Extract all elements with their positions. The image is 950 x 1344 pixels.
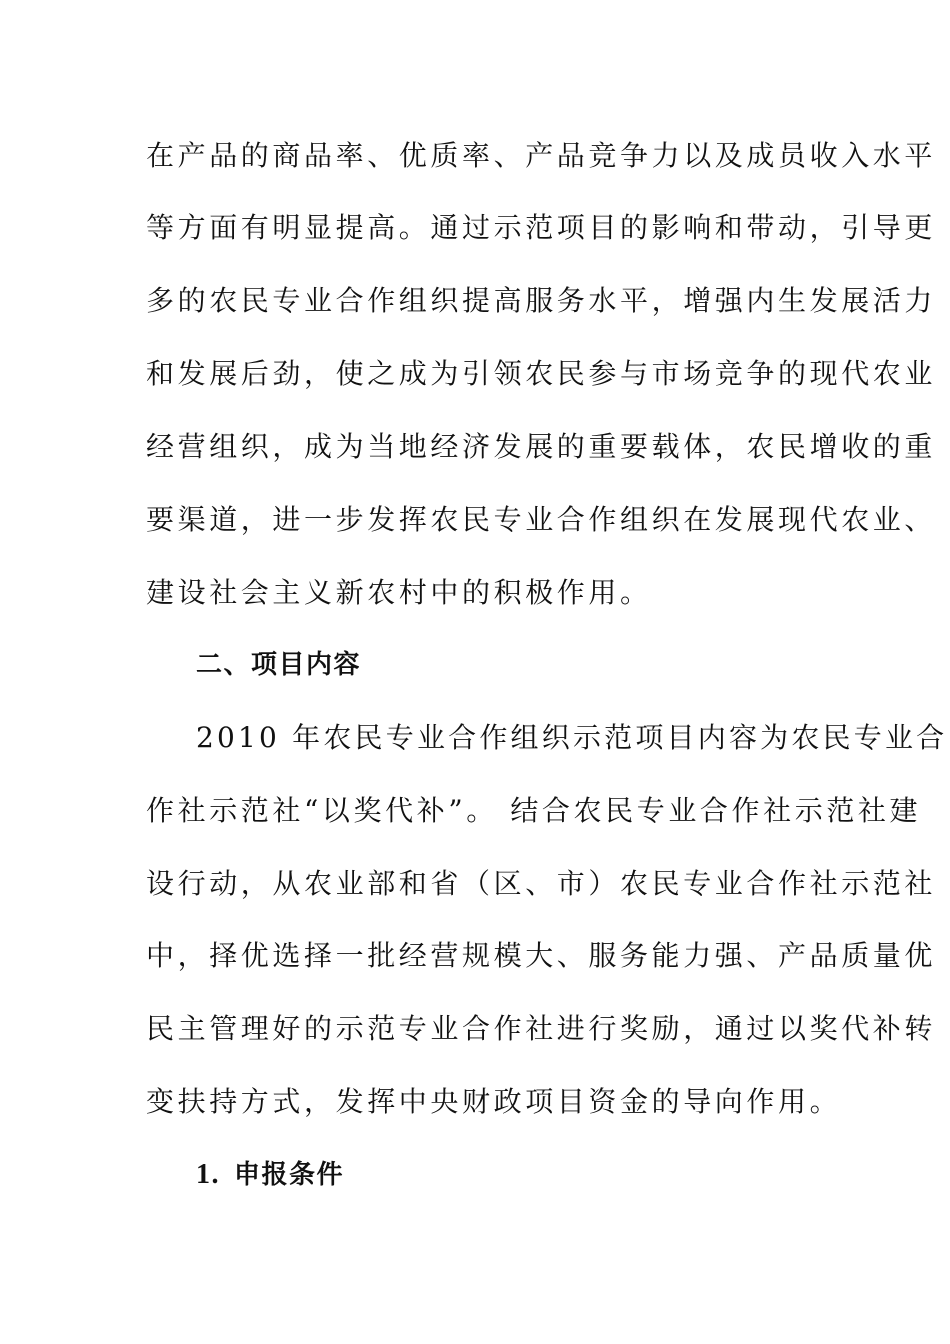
paragraph-line: 多的农民专业合作组织提高服务水平，增强内生发展活力	[146, 284, 937, 317]
paragraph-line: 变扶持方式，发挥中央财政项目资金的导向作用。	[146, 1085, 842, 1118]
section-heading: 二、项目内容	[196, 650, 362, 680]
paragraph-line: 要渠道，进一步发挥农民专业合作组织在发展现代农业、	[146, 503, 937, 536]
subsection-heading	[196, 1157, 344, 1193]
paragraph-line: 民主管理好的示范专业合作社进行奖励，通过以奖代补转	[146, 1012, 937, 1045]
paragraph-line: 在产品的商品率、优质率、产品竞争力以及成员收入水平	[146, 139, 937, 172]
paragraph-line: 中，择优选择一批经营规模大、服务能力强、产品质量优	[146, 939, 937, 972]
paragraph-line: 经营组织，成为当地经济发展的重要载体，农民增收的重	[146, 430, 937, 463]
paragraph-line: 等方面有明显提高。通过示范项目的影响和带动，引导更	[146, 211, 937, 244]
subsection-title: 申报条件	[234, 1160, 345, 1190]
paragraph-line: 2010 年农民专业合作组织示范项目内容为农民专业合	[196, 721, 948, 754]
subsection-number: 1.	[196, 1159, 220, 1190]
paragraph-line: 作社示范社“以奖代补”。 结合农民专业合作社示范社建	[146, 794, 922, 827]
paragraph-line: 和发展后劲，使之成为引领农民参与市场竞争的现代农业	[146, 357, 937, 390]
paragraph-line: 建设社会主义新农村中的积极作用。	[146, 576, 652, 609]
paragraph-line: 设行动，从农业部和省（区、市）农民专业合作社示范社	[146, 867, 937, 900]
